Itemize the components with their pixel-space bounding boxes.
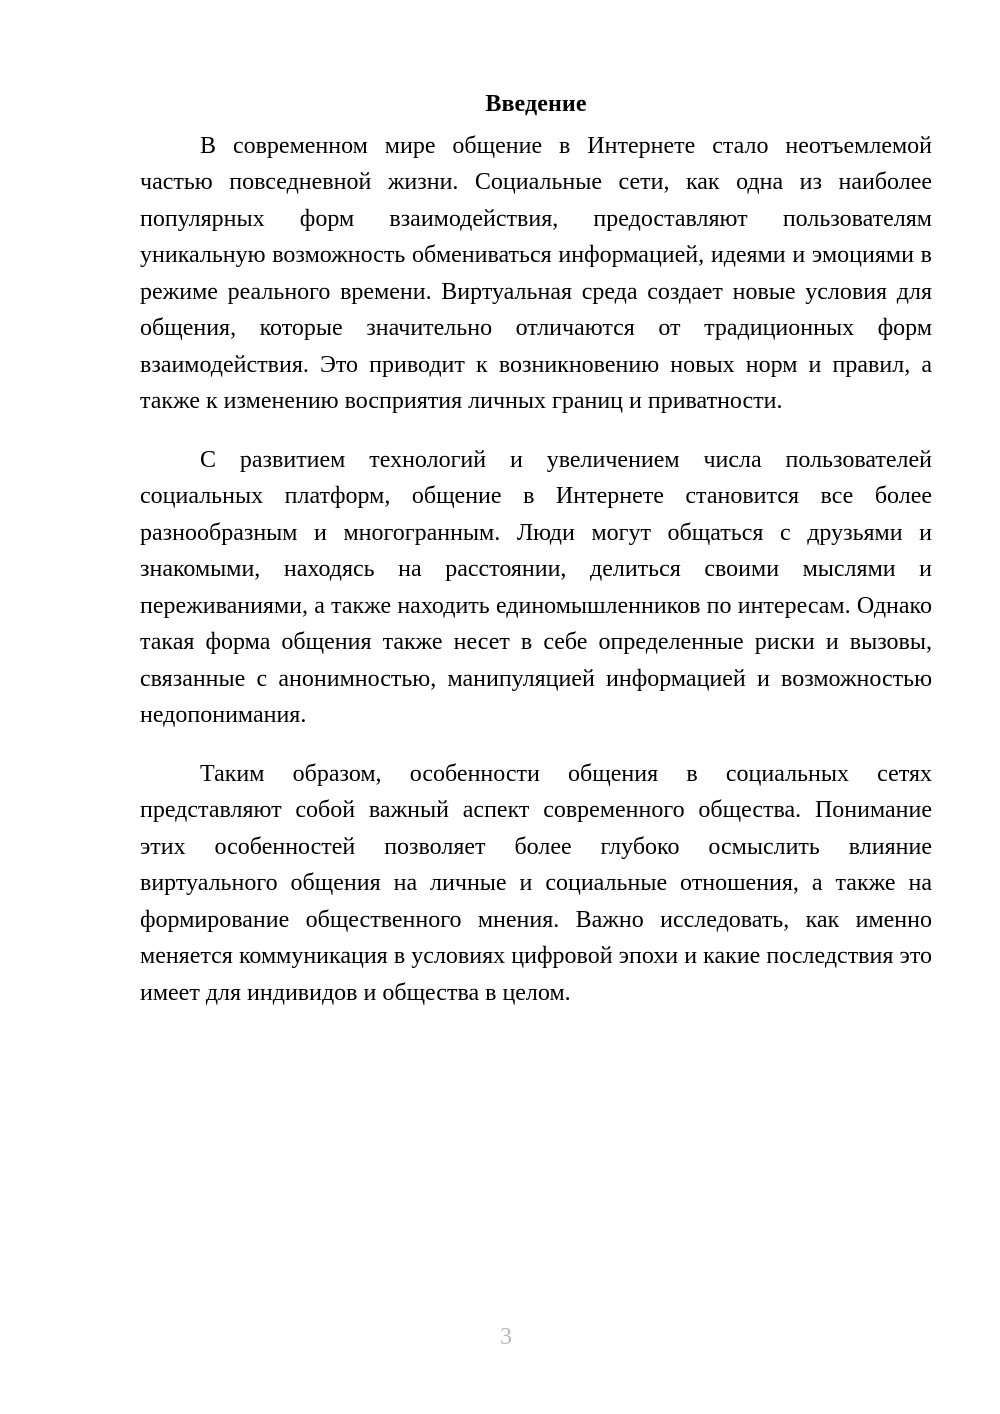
page-content	[140, 86, 932, 1011]
page-title: Введение	[485, 91, 587, 117]
page-number-footer	[0, 1322, 1000, 1352]
body-paragraph: В современном мире общение в Интернете стало неотъемлемой частью повседневной жизни. Социальные сети, как одна из наиболее популярных форм взаимодействия, предоставляют пользователям уникальную возможность обмениваться информацией, идеями и эмоциями в режиме реального времени. Виртуальная среда создает новые условия для общения, которые значительно отличаются от традиционных форм взаимодействия. Это приводит к возникновению новых норм и правил, а также к изменению восприятия личных границ и приватности.	[140, 132, 932, 414]
page-number-value: 3	[500, 1324, 512, 1350]
body-paragraph: Таким образом, особенности общения в социальных сетях представляют собой важный аспект современного общества. Понимание этих особенностей позволяет более глубоко осмыслить влияние виртуального общения на личные и социальные отношения, а также на формирование общественного мнения. Важно исследовать, как именно меняется коммуникация в условиях цифровой эпохи и какие последствия это имеет для индивидов и общества в целом.	[140, 760, 932, 1006]
body-paragraph: С развитием технологий и увеличением числа пользователей социальных платформ, общение в Интернете становится все более разнообразным и многогранным. Люди могут общаться с друзьями и знакомыми, находясь на расстоянии, делиться своими мыслями и переживаниями, а также находить единомышленников по интересам. Однако такая форма общения также несет в себе определенные риски и вызовы, связанные с анонимностью, манипуляцией информацией и возможностью недопонимания.	[140, 446, 932, 728]
